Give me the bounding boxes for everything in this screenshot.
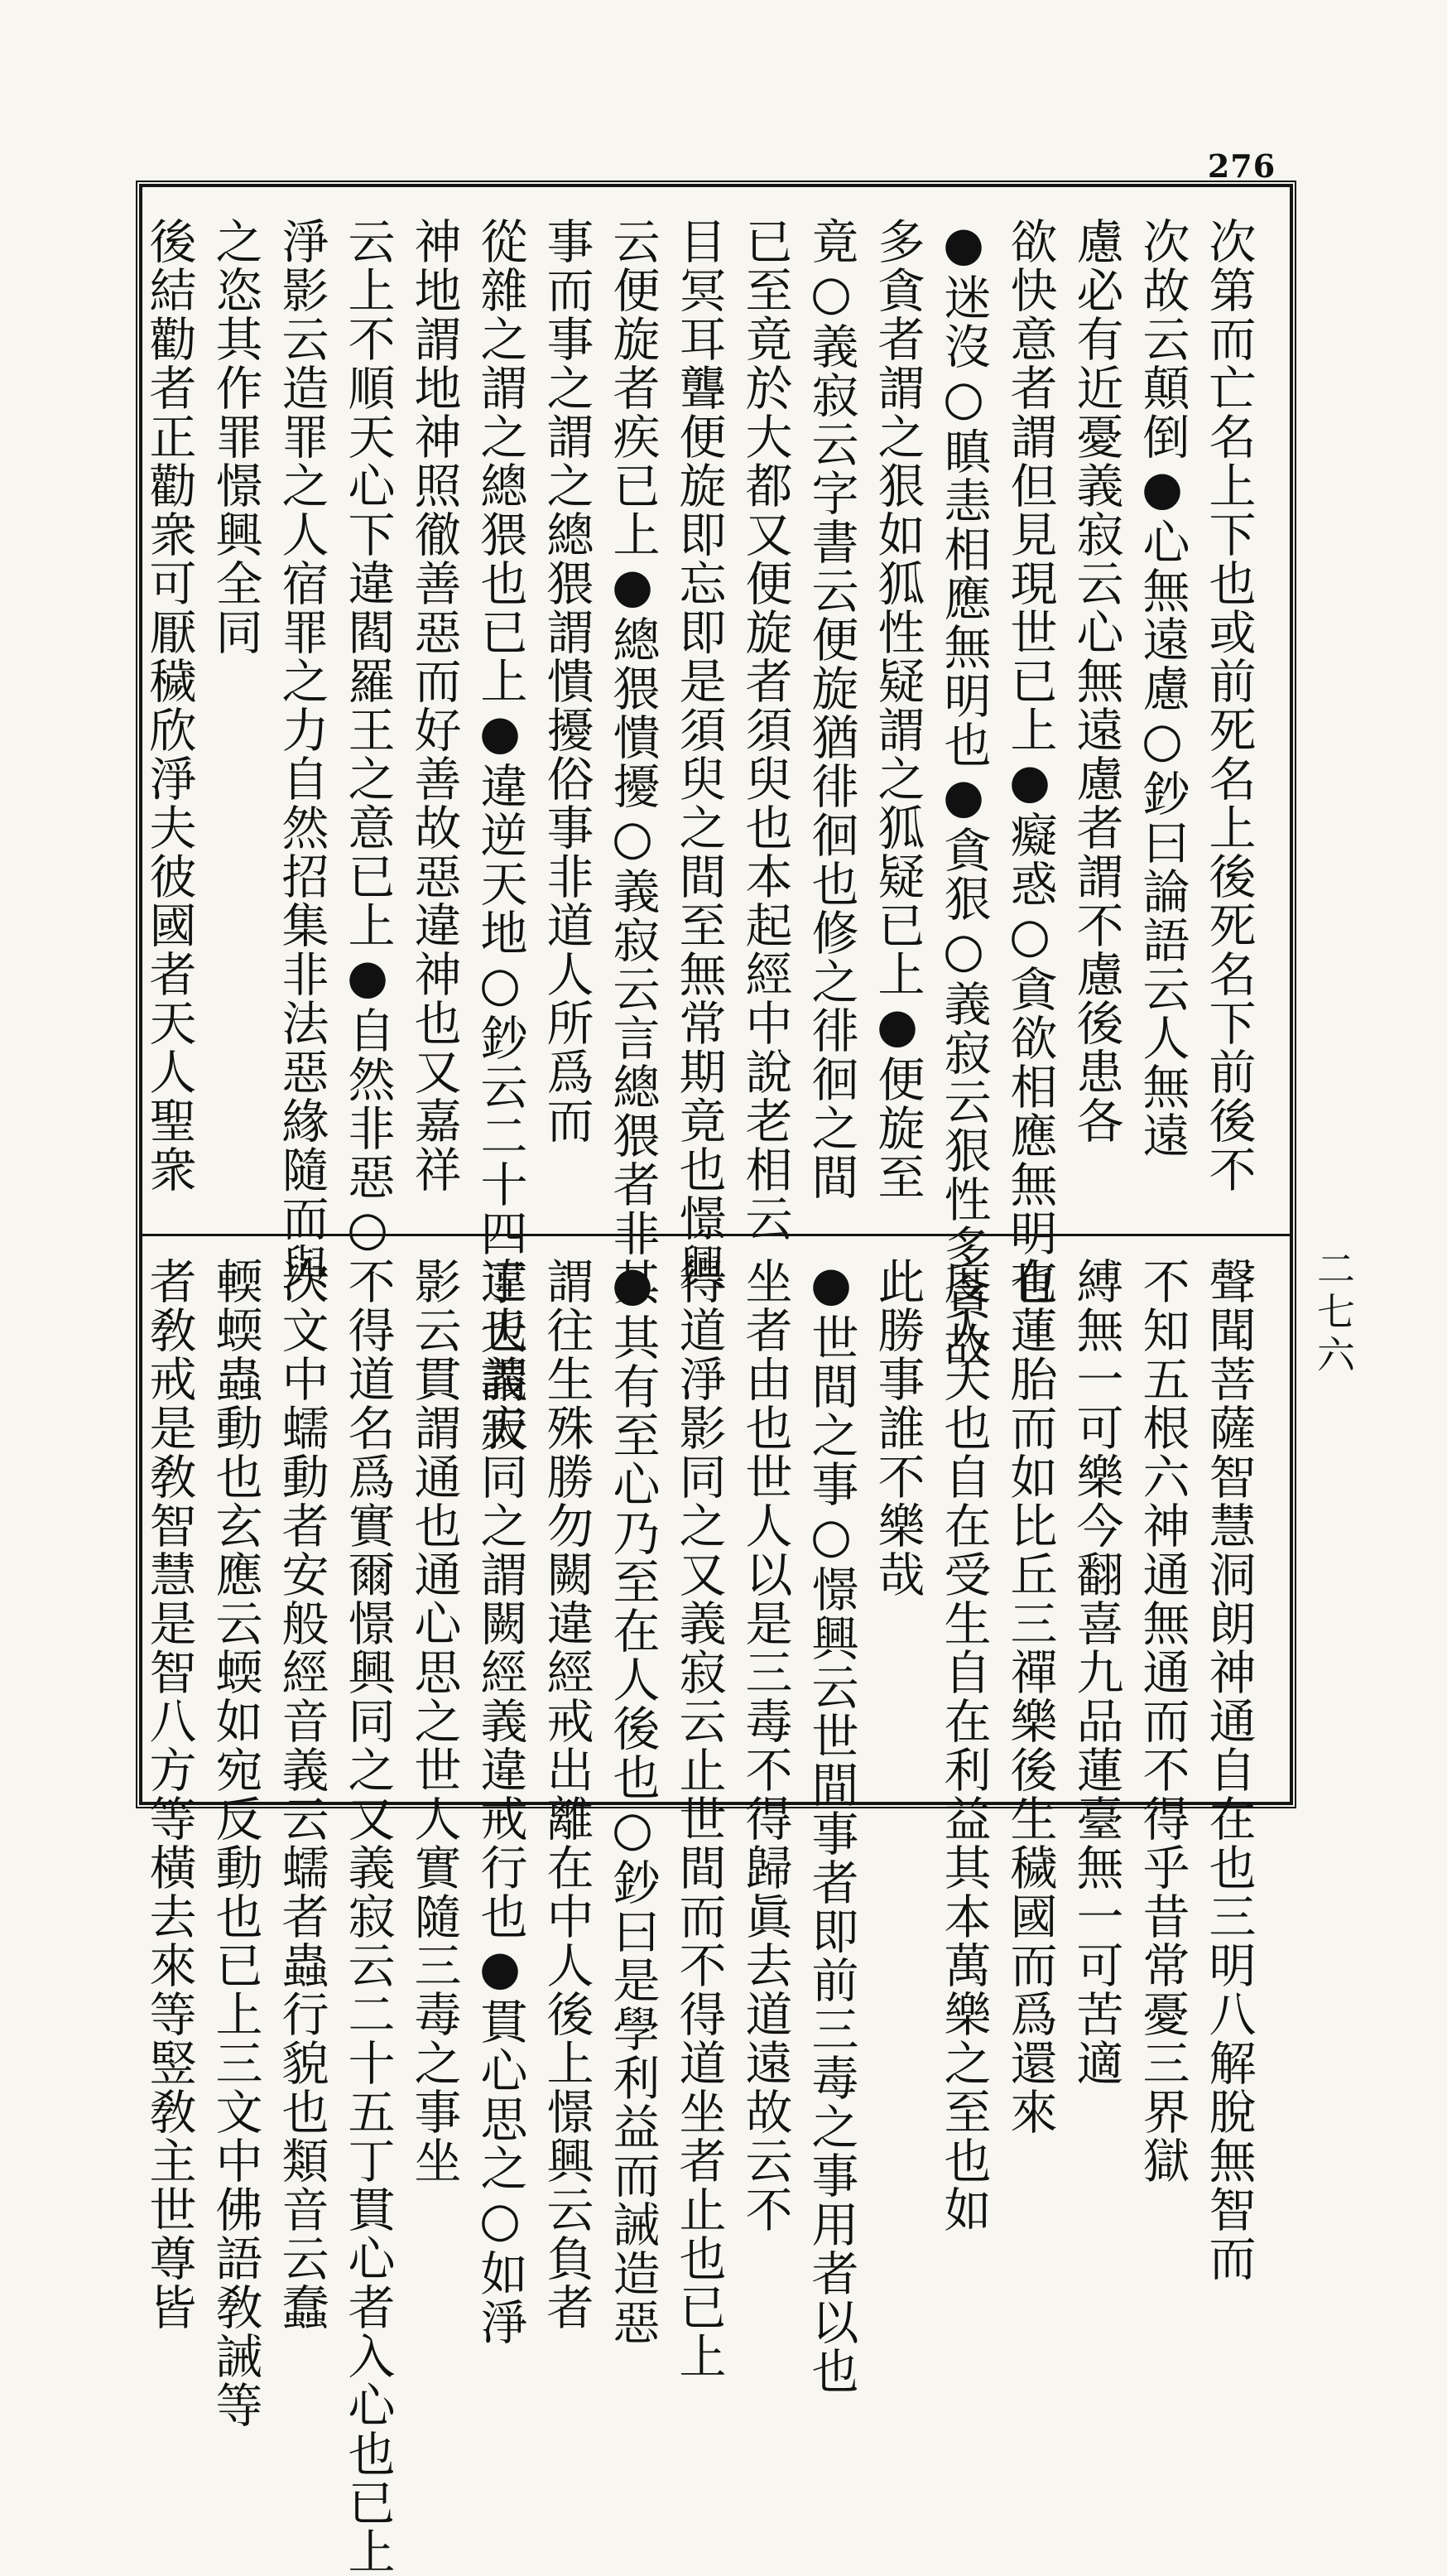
text-column: 神地謂地神照徹善惡而好善故惡違神也又嘉祥 [406,217,461,1194]
text-column: 云便旋者疾已上●總猥憒擾○義寂云言總猥者非其 [605,217,660,1307]
text-column: 謂往生殊勝勿闕違經戒出離在中人後上憬興云負者 [539,1257,594,2332]
section-divider [142,1234,1290,1236]
text-column: 坐者由也世人以是三毒不得歸眞去道遠故云不 [738,1257,792,2234]
text-column: 欲快意者謂但見現世已上●癡惑○貪欲相應無明也 [1002,217,1057,1307]
text-column: 次故云顛倒●心無遠慮○鈔曰論語云人無遠 [1135,217,1190,1160]
text-column: 後結勸者正勸衆可厭穢欣淨夫彼國者天人聖衆 [142,217,196,1194]
text-column: ●世間之事○憬興云世間事者即前三毒之事用者以也 [804,1257,858,2395]
text-column: 影云貫謂通也通心思之世人實隨三毒之事坐 [406,1257,461,2185]
text-column: ●迷沒○瞋恚相應無明也●貪狠○義寂云狠性多貪故 [936,217,991,1370]
text-column: 淨影云造罪之人宿罪之力自然招集非法惡緣隨而與 [274,217,329,1292]
text-column: 輭蝡蟲動也玄應云蝡如宛反動也已上三文中佛語敎誡等 [208,1257,262,2429]
text-column: 聲聞菩薩智慧洞朗神通自在也三明八解脫無智而 [1201,1257,1256,2283]
text-column: 目冥耳聾便旋即忘即是須臾之間至無常期竟也憬興 [671,217,726,1292]
text-column: 度人天也自在受生自在利益其本萬樂之至也如 [936,1257,991,2234]
page-frame [139,184,1293,2576]
text-column: 次第而亡名上下也或前死名上後死名下前後不 [1201,217,1256,1194]
text-column: 有蓮胎而如比丘三禪樂後生穢國而爲還來 [1002,1257,1057,2136]
text-column: 縛無一可樂今翻喜九品蓮臺無一可苦適 [1069,1257,1123,2087]
text-column: 不知五根六神通無通而不得乎昔常憂三界獄 [1135,1257,1190,2185]
text-column: 多貪者謂之狠如狐性疑謂之狐疑已上●便旋至 [870,217,925,1201]
page-number: 276 [1207,147,1276,185]
text-column: 從雜之謂之總猥也已上●違逆天地○鈔云二十四丁天謂天 [473,217,527,1453]
text-column: 不得道名爲實爾憬興同之又義寂云二十五丁貫心者入心也已上 [340,1257,395,2576]
text-column: 者敎戒是敎智慧是智八方等橫去來等竪敎主世尊皆 [142,1257,196,2332]
text-column: 已至竟於大都又便旋者須臾也本起經中說老相云 [738,217,792,1243]
text-column: 次文中蠕動者安般經音義云蠕者蟲行貌也類音云蠢 [274,1257,329,2332]
text-column: 云上不順天心下違閻羅王之意已上●自然非惡○ [340,217,395,1258]
text-column: 慮必有近憂義寂云心無遠慮者謂不慮後患各 [1069,217,1123,1145]
text-column: 此勝事誰不樂哉 [870,1257,925,1599]
text-column: 違也義寂同之謂闕經義違戒行也●貫心思之○如淨 [473,1257,527,2347]
text-column: 得道淨影同之又義寂云止世間而不得道坐者止也已上 [671,1257,726,2381]
text-column: 竟○義寂云字書云便旋猶徘徊也修之徘徊之間 [804,217,858,1201]
text-column: 事而事之謂之總猥謂憒擾俗事非道人所爲而 [539,217,594,1145]
lower-text-block [142,1257,1262,2576]
text-column: 之恣其作罪憬興全同 [208,217,262,657]
text-column: ●其有至心乃至在人後也○鈔曰是學利益而誡造惡 [605,1257,660,2347]
margin-folio-number: 二七六 [1311,1249,1356,1378]
